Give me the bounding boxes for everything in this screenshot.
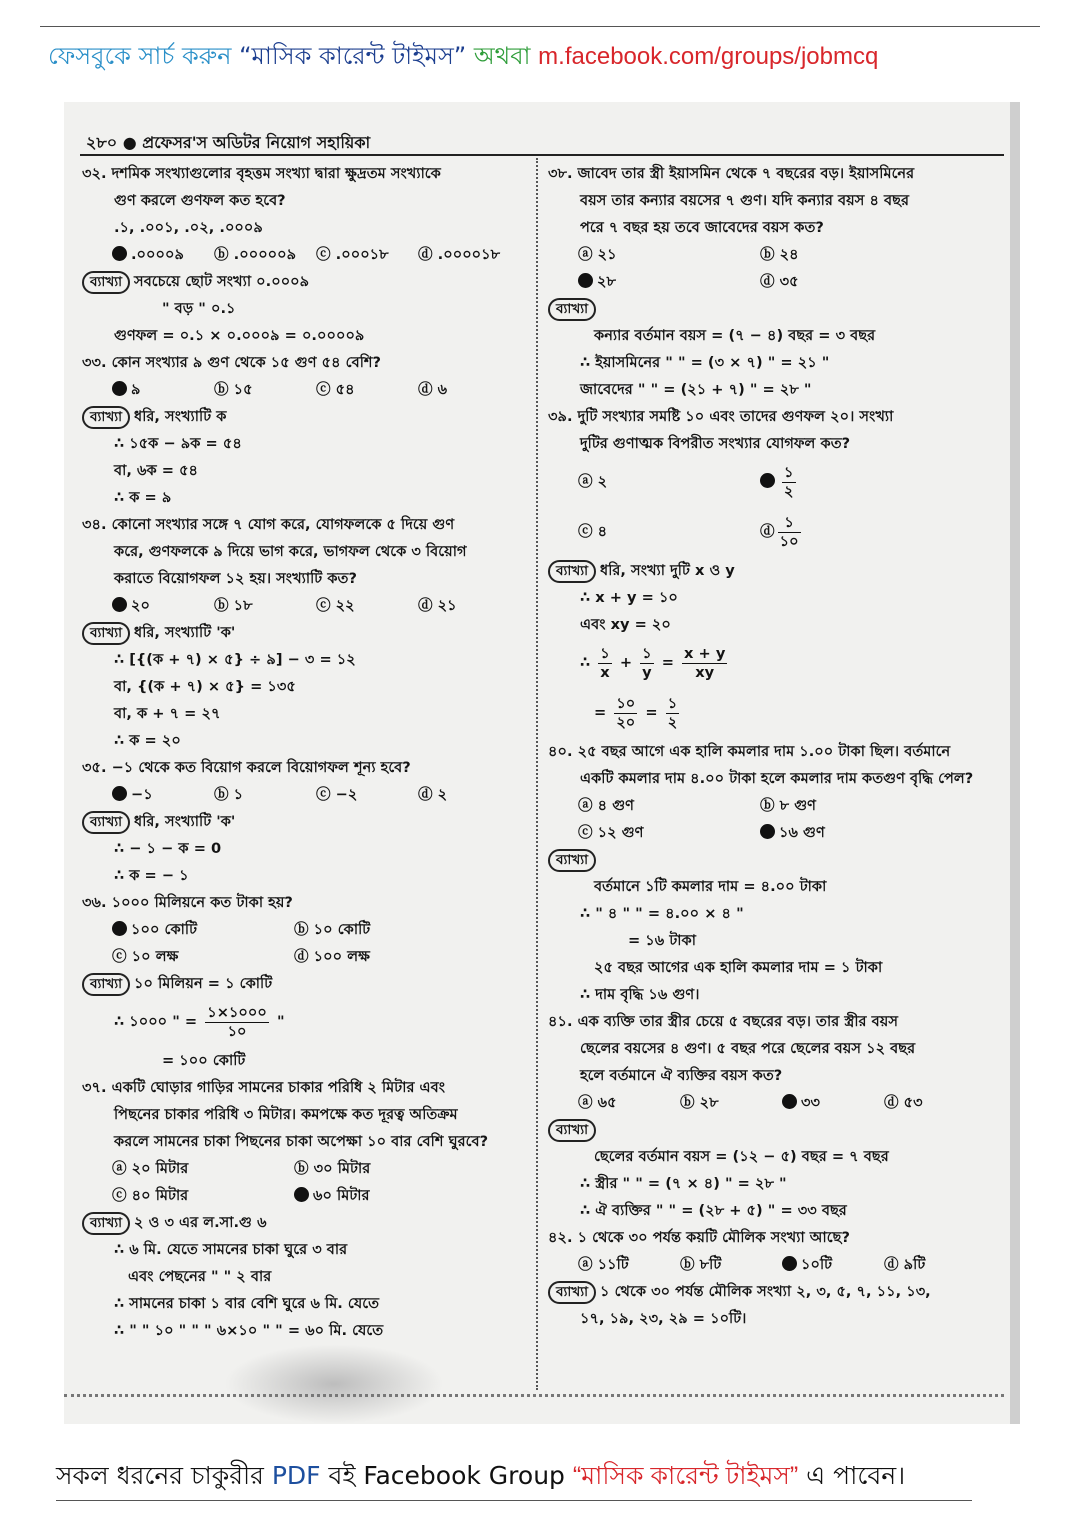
correct-answer-dot-icon [294, 1187, 309, 1202]
option-text: ⓑ ১৮ [214, 597, 253, 614]
bottom-banner-text-1: সকল ধরনের চাকুরীর [56, 1461, 264, 1490]
explanation-badge: ব্যাখ্যা [82, 1212, 130, 1235]
options-row [548, 1089, 996, 1116]
answer-option [578, 507, 760, 557]
answer-option [760, 792, 942, 819]
answer-option [214, 241, 316, 268]
page-footer-dotted-rule [64, 1394, 1004, 1397]
explanation-line [82, 268, 528, 295]
correct-answer-dot-icon [112, 381, 127, 396]
column-divider [536, 158, 538, 1390]
answer-option [316, 781, 418, 808]
text-line: ∴ ইয়াসমিনের " " = (৩ × ৭) " = ২১ " [580, 354, 830, 371]
answer-option [884, 1251, 986, 1278]
bottom-banner-group-name: “মাসিক কারেন্ট টাইমস” [572, 1462, 799, 1490]
text-line: ∴ দাম বৃদ্ধি ১৬ গুণ। [580, 986, 700, 1003]
answer-option [680, 1251, 782, 1278]
options-row [82, 1155, 528, 1182]
text-line: জাবেদের " " = (২১ + ৭) " = ২৮ " [580, 381, 812, 398]
text-segment: = [656, 654, 680, 671]
scan-edge-shadow [1010, 102, 1020, 1424]
correct-answer-dot-icon [112, 597, 127, 612]
text-line: .১, .০০১, .০২, .০০০৯ [114, 219, 263, 236]
left-column [82, 160, 528, 1344]
bottom-banner [56, 1456, 1016, 1499]
question-line: ৪০. ২৫ বছর আগে এক হালি কমলার দাম ১.০০ টাকা ছিল। বর্তমানে [548, 743, 951, 760]
fraction [666, 695, 680, 732]
option-text: ⓐ ২০ মিটার [112, 1160, 189, 1177]
answer-option [112, 1182, 294, 1209]
option-text: ⓑ ১০ কোটি [294, 921, 371, 938]
text-line: ২৫ বছর আগের এক হালি কমলার দাম = ১ টাকা [594, 959, 883, 976]
correct-answer-dot-icon [112, 246, 127, 261]
option-text: ⓑ ২৮ [680, 1094, 719, 1111]
answer-option [578, 1089, 680, 1116]
fraction-denominator: xy [695, 663, 715, 681]
option-text: ⓑ ১৫ [214, 381, 253, 398]
fraction-denominator: y [642, 663, 652, 681]
explanation-badge: ব্যাখ্যা [82, 406, 130, 429]
bottom-rule [56, 1500, 972, 1501]
scan-smudge [224, 1344, 444, 1424]
answer-option [112, 916, 294, 943]
text-segment: = [594, 704, 612, 721]
text-segment: ∴ ১০০০ " = [114, 1013, 203, 1030]
options-row [82, 376, 528, 403]
answer-option [316, 376, 418, 403]
options-row [548, 819, 996, 846]
explanation-text: ১ থেকে ৩০ পর্যন্ত মৌলিক সংখ্যা ২, ৩, ৫, ৭, ১১, ১৩, [600, 1283, 931, 1300]
option-text: ⓑ ১ [214, 786, 244, 803]
option-text: ১৬ গুণ [779, 824, 825, 841]
option-text: ⓓ ১০০ লক্ষ [294, 948, 370, 965]
fraction-line [548, 688, 996, 738]
answer-option [418, 241, 520, 268]
text-segment: = [640, 704, 663, 721]
bottom-banner-text-2: বই Facebook Group [328, 1461, 565, 1490]
fraction-denominator: ২ [667, 713, 678, 731]
answer-option [578, 241, 760, 268]
option-text: ⓑ ৩০ মিটার [294, 1160, 371, 1177]
scanned-page [64, 102, 1020, 1424]
explanation-line [82, 1209, 528, 1236]
text-line: হলে বর্তমানে ঐ ব্যক্তির বয়স কত? [580, 1067, 783, 1084]
option-text: ⓓ ৩৫ [760, 273, 799, 290]
answer-option [760, 507, 942, 557]
option-text: ⓐ ৬৫ [578, 1094, 617, 1111]
text-line: ∴ ক = ২০ [114, 732, 181, 749]
text-line: এবং xy = ২০ [580, 616, 671, 633]
text-segment: + [614, 654, 638, 671]
text-line: বর্তমানে ১টি কমলার দাম = ৪.০০ টাকা [594, 878, 827, 895]
text-line: ∴ ক = ৯ [114, 489, 172, 506]
text-line: বা, ক + ৭ = ২৭ [114, 705, 221, 722]
option-text: ⓒ ১২ গুণ [578, 824, 644, 841]
option-text: ২০ [131, 597, 150, 614]
fraction-denominator: x [600, 663, 610, 681]
text-line: একটি কমলার দাম ৪.০০ টাকা হলে কমলার দাম কতগুণ বৃদ্ধি পেল? [580, 770, 974, 787]
text-line: দুটির গুণাত্মক বিপরীত সংখ্যার যোগফল কত? [580, 435, 851, 452]
option-text: ⓓ ৫৩ [884, 1094, 923, 1111]
answer-option [760, 457, 942, 507]
question-line: ৪২. ১ থেকে ৩০ পর্যন্ত কয়টি মৌলিক সংখ্যা আছে? [548, 1229, 850, 1246]
answer-option [680, 1089, 782, 1116]
answer-option [112, 241, 214, 268]
text-line: বয়স তার কন্যার বয়সের ৭ গুণ। যদি কন্যার বয়স ৪ বছর [580, 192, 910, 209]
answer-option [578, 457, 760, 507]
answer-option [112, 376, 214, 403]
text-line: ∴ − ১ − ক = 0 [114, 840, 222, 857]
text-line: ∴ x + y = ১০ [580, 589, 678, 606]
option-text: ⓑ ৮ গুণ [760, 797, 816, 814]
text-line: ∴ ১৫ক − ৯ক = ৫৪ [114, 435, 242, 452]
option-text: ⓑ ৮টি [680, 1256, 722, 1273]
option-text: −১ [131, 786, 153, 803]
right-column [548, 160, 996, 1332]
explanation-line [82, 619, 528, 646]
option-text: ১০টি [801, 1256, 833, 1273]
answer-option [760, 241, 942, 268]
explanation-line [548, 1116, 996, 1143]
answer-option [418, 781, 520, 808]
answer-option [294, 916, 476, 943]
text-line: ∴ " ৪ " " = ৪.০০ × ৪ " [580, 905, 744, 922]
correct-answer-dot-icon [782, 1094, 797, 1109]
options-row [82, 592, 528, 619]
explanation-text: ধরি, সংখ্যাটি ক [134, 408, 227, 425]
question-line: ৩৯. দুটি সংখ্যার সমষ্টি ১০ এবং তাদের গুণফল ২০। সংখ্যা [548, 408, 894, 425]
answer-option [112, 592, 214, 619]
text-line: করলে সামনের চাকা পিছনের চাকা অপেক্ষা ১০ বার বেশি ঘুরবে? [114, 1133, 489, 1150]
explanation-badge: ব্যাখ্যা [82, 973, 130, 996]
text-line: = ১০০ কোটি [162, 1052, 246, 1069]
text-line: ছেলের বর্তমান বয়স = (১২ − ৫) বছর = ৭ বছর [594, 1148, 889, 1165]
question-line: ৩২. দশমিক সংখ্যাগুলোর বৃহত্তম সংখ্যা দ্বারা ক্ষুদ্রতম সংখ্যাকে [82, 165, 441, 182]
text-line: এবং পেছনের " " ২ বার [128, 1268, 272, 1285]
text-line: ∴ সামনের চাকা ১ বার বেশি ঘুরে ৬ মি. যেতে [114, 1295, 380, 1312]
question-line: ৪১. এক ব্যক্তি তার স্ত্রীর চেয়ে ৫ বছরের বড়। তার স্ত্রীর বয়স [548, 1013, 899, 1030]
options-row [548, 507, 996, 557]
bottom-banner-text-3: এ পাবেন। [806, 1461, 906, 1490]
top-banner [48, 38, 1038, 78]
text-line: করাতে বিয়োগফল ১২ হয়। সংখ্যাটি কত? [114, 570, 357, 587]
option-text: ⓓ ৯টি [884, 1256, 926, 1273]
answer-option [112, 943, 294, 970]
answer-option [418, 376, 520, 403]
fraction-numerator: ১ [782, 464, 796, 483]
text-line: ∴ " " ১০ " " " ৬×১০ " " = ৬০ মি. যেতে [114, 1322, 384, 1339]
answer-option [214, 376, 316, 403]
fraction-numerator: ১ [600, 644, 610, 662]
fraction-denominator: ১০ [227, 1022, 247, 1040]
correct-answer-dot-icon [782, 1256, 797, 1271]
fraction-numerator: ১০ [614, 695, 637, 714]
top-banner-url-link[interactable]: m.facebook.com/groups/jobmcq [538, 43, 879, 70]
text-line: বা, ৬ক = ৫৪ [114, 462, 199, 479]
options-row [82, 781, 528, 808]
options-row [548, 268, 996, 295]
correct-answer-dot-icon [112, 786, 127, 801]
option-text: ⓐ ২১ [578, 246, 617, 263]
fraction [782, 464, 796, 501]
question-line: ৩৪. কোনো সংখ্যার সঙ্গে ৭ যোগ করে, যোগফলকে ৫ দিয়ে গুণ [82, 516, 455, 533]
question-line: ৩৫. −১ থেকে কত বিয়োগ করলে বিয়োগফল শূন্য হবে? [82, 759, 411, 776]
fraction-denominator: ২ [784, 482, 794, 500]
option-text: ⓒ −২ [316, 786, 358, 803]
explanation-text: ২ ও ৩ এর ল.সা.গু ৬ [134, 1214, 267, 1231]
option-text: ⓐ ৪ গুণ [578, 797, 634, 814]
explanation-badge: ব্যাখ্যা [548, 1119, 596, 1142]
fraction-numerator: ১ [778, 514, 801, 533]
top-banner-or: অথবা [473, 42, 531, 70]
explanation-badge: ব্যাখ্যা [82, 811, 130, 834]
option-text: ৩৩ [801, 1094, 820, 1111]
text-segment: ∴ [580, 654, 596, 671]
question-line: ৩৭. একটি ঘোড়ার গাড়ির সামনের চাকার পরিধি ২ মিটার এবং [82, 1079, 446, 1096]
option-text: ⓑ .০০০০০৯ [214, 246, 297, 263]
explanation-text: সবচেয়ে ছোট সংখ্যা ০.০০০৯ [134, 273, 310, 290]
answer-option [316, 592, 418, 619]
correct-answer-dot-icon [760, 473, 775, 488]
explanation-line [82, 808, 528, 835]
text-line: ∴ [{(ক + ৭) × ৫} ÷ ৯] − ৩ = ১২ [114, 651, 356, 668]
answer-option [884, 1089, 986, 1116]
text-segment: " [271, 1013, 285, 1030]
answer-option [782, 1089, 884, 1116]
options-row [548, 457, 996, 507]
answer-option [578, 792, 760, 819]
text-line: ∴ স্ত্রীর " " = (৭ × ৪) " = ২৮ " [580, 1175, 787, 1192]
answer-option [578, 1251, 680, 1278]
top-rule [40, 26, 1040, 27]
fraction-line [82, 997, 528, 1047]
text-line: ছেলের বয়সের ৪ গুণ। ৫ বছর পরে ছেলের বয়স ১২ বছর [580, 1040, 916, 1057]
option-text: ⓓ ৬ [418, 381, 448, 398]
text-line: বা, {(ক + ৭) × ৫} = ১৩৫ [114, 678, 296, 695]
fraction [598, 645, 611, 682]
option-text: ⓓ .০০০০১৮ [418, 246, 501, 263]
fraction-numerator: ১×১০০০ [207, 1003, 267, 1021]
answer-option [578, 819, 760, 846]
option-text: ⓓ ২১ [418, 597, 457, 614]
explanation-text: ধরি, সংখ্যা দুটি x ও y [600, 562, 735, 579]
fraction-numerator: ১ [666, 695, 680, 714]
fraction [778, 514, 801, 551]
text-line: ∴ ৬ মি. যেতে সামনের চাকা ঘুরে ৩ বার [114, 1241, 348, 1258]
option-text: ⓐ ২ [578, 473, 608, 490]
option-text: ⓑ ২৪ [760, 246, 799, 263]
fraction [614, 695, 637, 732]
question-line: ৩৬. ১০০০ মিলিয়নে কত টাকা হয়? [82, 894, 293, 911]
answer-option [112, 781, 214, 808]
option-text: ১০০ কোটি [131, 921, 198, 938]
explanation-badge: ব্যাখ্যা [548, 560, 596, 583]
fraction [682, 645, 727, 682]
fraction-numerator: ১ [640, 645, 654, 664]
text-line: পরে ৭ বছর হয় তবে জাবেদের বয়স কত? [580, 219, 824, 236]
fraction-numerator: x + y [684, 644, 726, 662]
fraction-denominator: ২০ [616, 713, 636, 731]
text-line: পিছনের চাকার পরিধি ৩ মিটার। কমপক্ষে কত দূরত্ব অতিক্রম [114, 1106, 458, 1123]
option-text: ৬০ মিটার [313, 1187, 370, 1204]
explanation-line [548, 1278, 996, 1305]
answer-option [316, 241, 418, 268]
explanation-badge: ব্যাখ্যা [548, 298, 596, 321]
option-text: ⓒ ১০ লক্ষ [112, 948, 179, 965]
options-row [548, 241, 996, 268]
text-line: করে, গুণফলকে ৯ দিয়ে ভাগ করে, ভাগফল থেকে ৩ বিয়োগ [114, 543, 467, 560]
explanation-badge: ব্যাখ্যা [548, 849, 596, 872]
option-text: .০০০০৯ [131, 246, 184, 263]
answer-option [294, 1182, 476, 1209]
option-text: ⓐ ১১টি [578, 1256, 629, 1273]
text-line: গুণফল = ০.১ × ০.০০০৯ = ০.০০০০৯ [114, 327, 365, 344]
page-header: ২৮০ ● প্রফেসর'স অডিটর নিয়োগ সহায়িকা [86, 133, 371, 152]
answer-option [294, 943, 476, 970]
answer-option [112, 1155, 294, 1182]
fraction-line [548, 638, 996, 688]
explanation-text: ১০ মিলিয়ন = ১ কোটি [134, 975, 273, 992]
option-text: ২৮ [597, 273, 616, 290]
top-banner-search-text: ফেসবুকে সার্চ করুন [48, 42, 232, 70]
options-row [82, 916, 528, 943]
answer-option [578, 268, 760, 295]
bottom-banner-pdf: PDF [271, 1461, 321, 1490]
options-row [82, 943, 528, 970]
text-line: ∴ ঐ ব্যক্তির " " = (২৮ + ৫) " = ৩৩ বছর [580, 1202, 847, 1219]
fraction [205, 1004, 269, 1041]
question-line: ৩৩. কোন সংখ্যার ৯ গুণ থেকে ১৫ গুণ ৫৪ বেশি? [82, 354, 381, 371]
answer-option [214, 592, 316, 619]
text-line: ১৭, ১৯, ২৩, ২৯ = ১০টি। [580, 1310, 747, 1327]
answer-option [760, 819, 942, 846]
explanation-badge: ব্যাখ্যা [548, 1281, 596, 1304]
answer-option [294, 1155, 476, 1182]
correct-answer-dot-icon [578, 273, 593, 288]
options-row [82, 1182, 528, 1209]
text-line: কন্যার বর্তমান বয়স = (৭ − ৪) বছর = ৩ বছর [594, 327, 876, 344]
option-text: ⓒ .০০০১৮ [316, 246, 389, 263]
option-text: ⓒ ৪০ মিটার [112, 1187, 189, 1204]
explanation-badge: ব্যাখ্যা [82, 622, 130, 645]
text-line: গুণ করলে গুণফল কত হবে? [114, 192, 286, 209]
text-line: ∴ ক = − ১ [114, 867, 189, 884]
explanation-line [82, 403, 528, 430]
options-row [82, 241, 528, 268]
explanation-text: ধরি, সংখ্যাটি 'ক' [134, 813, 236, 830]
option-text: ৯ [131, 381, 141, 398]
explanation-line [548, 295, 996, 322]
fraction [640, 645, 654, 682]
correct-answer-dot-icon [760, 824, 775, 839]
answer-option [214, 781, 316, 808]
option-text: ⓒ ৫৪ [316, 381, 355, 398]
answer-option [782, 1251, 884, 1278]
top-banner-group-name: “মাসিক কারেন্ট টাইমস” [239, 42, 467, 70]
option-text: ⓓ ২ [418, 786, 448, 803]
options-row [548, 792, 996, 819]
header-rule [80, 154, 1004, 156]
explanation-line [548, 557, 996, 584]
option-text: ⓓ [760, 523, 775, 540]
answer-option [760, 268, 942, 295]
explanation-badge: ব্যাখ্যা [82, 271, 130, 294]
explanation-line [548, 846, 996, 873]
explanation-text: ধরি, সংখ্যাটি 'ক' [134, 624, 236, 641]
explanation-line [82, 970, 528, 997]
text-line: = ১৬ টাকা [628, 932, 696, 949]
answer-option [418, 592, 520, 619]
text-line: " বড় " ০.১ [162, 300, 236, 317]
option-text: ⓒ ২২ [316, 597, 355, 614]
question-line: ৩৮. জাবেদ তার স্ত্রী ইয়াসমিন থেকে ৭ বছরের বড়। ইয়াসমিনের [548, 165, 915, 182]
fraction-denominator: ১০ [779, 532, 799, 550]
options-row [548, 1251, 996, 1278]
option-text: ⓒ ৪ [578, 523, 608, 540]
correct-answer-dot-icon [112, 921, 127, 936]
